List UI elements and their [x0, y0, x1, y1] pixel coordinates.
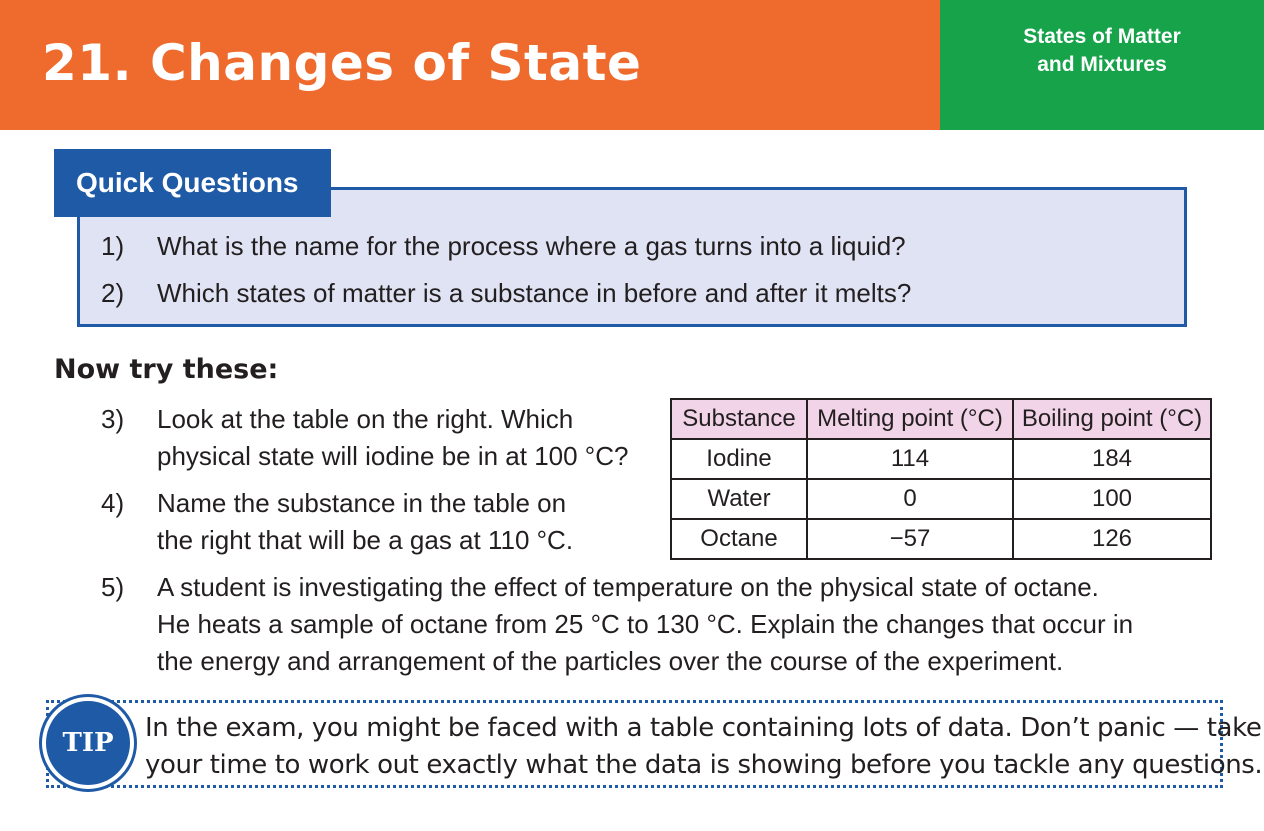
question-text-line-3: the energy and arrangement of the particles over the course of the experiment. [157, 646, 1064, 676]
column-header-substance: Substance [671, 399, 807, 439]
data-table [670, 398, 1212, 560]
column-header-boiling-point: Boiling point (°C) [1013, 399, 1211, 439]
question-number: 4) [101, 488, 125, 518]
question-text-line-2: physical state will iodine be in at 100 °C? [157, 441, 629, 471]
question-text-line-2: the right that will be a gas at 110 °C. [157, 525, 574, 555]
question-text-line-1: A student is investigating the effect of temperature on the physical state of octane. [157, 572, 1099, 602]
table-header-row [671, 399, 1211, 439]
tip-line-2: your time to work out exactly what the data is showing before you tackle any questions. [145, 750, 1263, 780]
table-row [671, 519, 1211, 559]
question-number: 5) [101, 572, 125, 602]
table-cell: 0 [807, 479, 1013, 519]
topic-badge [940, 0, 1264, 130]
tip-badge-icon [42, 697, 134, 789]
table-cell: 184 [1013, 439, 1211, 479]
question-number: 3) [101, 404, 125, 434]
question-number: 2) [101, 278, 125, 308]
question-text: Which states of matter is a substance in before and after it melts? [157, 278, 912, 308]
table-cell: Water [671, 479, 807, 519]
table-row [671, 439, 1211, 479]
tip-text [145, 710, 1263, 784]
now-try-heading: Now try these: [54, 354, 279, 385]
question-text-line-2: He heats a sample of octane from 25 °C to 130 °C. Explain the changes that occur in [157, 609, 1134, 639]
topic-line-1: States of Matter [1023, 25, 1181, 48]
quick-questions-label: Quick Questions [54, 149, 331, 217]
question-text-line-1: Look at the table on the right. Which [157, 404, 574, 434]
tip-badge-label: TIP [62, 728, 114, 758]
table-cell: 126 [1013, 519, 1211, 559]
question-text: What is the name for the process where a gas turns into a liquid? [157, 231, 906, 261]
table-cell: 100 [1013, 479, 1211, 519]
page-title: 21. Changes of State [42, 34, 642, 92]
question-number: 1) [101, 231, 125, 261]
table-cell: 114 [807, 439, 1013, 479]
table-row [671, 479, 1211, 519]
table-cell: −57 [807, 519, 1013, 559]
column-header-melting-point: Melting point (°C) [807, 399, 1013, 439]
tip-line-1: In the exam, you might be faced with a table containing lots of data. Don’t panic — take [145, 713, 1262, 743]
table-cell: Octane [671, 519, 807, 559]
question-text-line-1: Name the substance in the table on [157, 488, 567, 518]
table-cell: Iodine [671, 439, 807, 479]
topic-line-2: and Mixtures [1037, 53, 1167, 76]
